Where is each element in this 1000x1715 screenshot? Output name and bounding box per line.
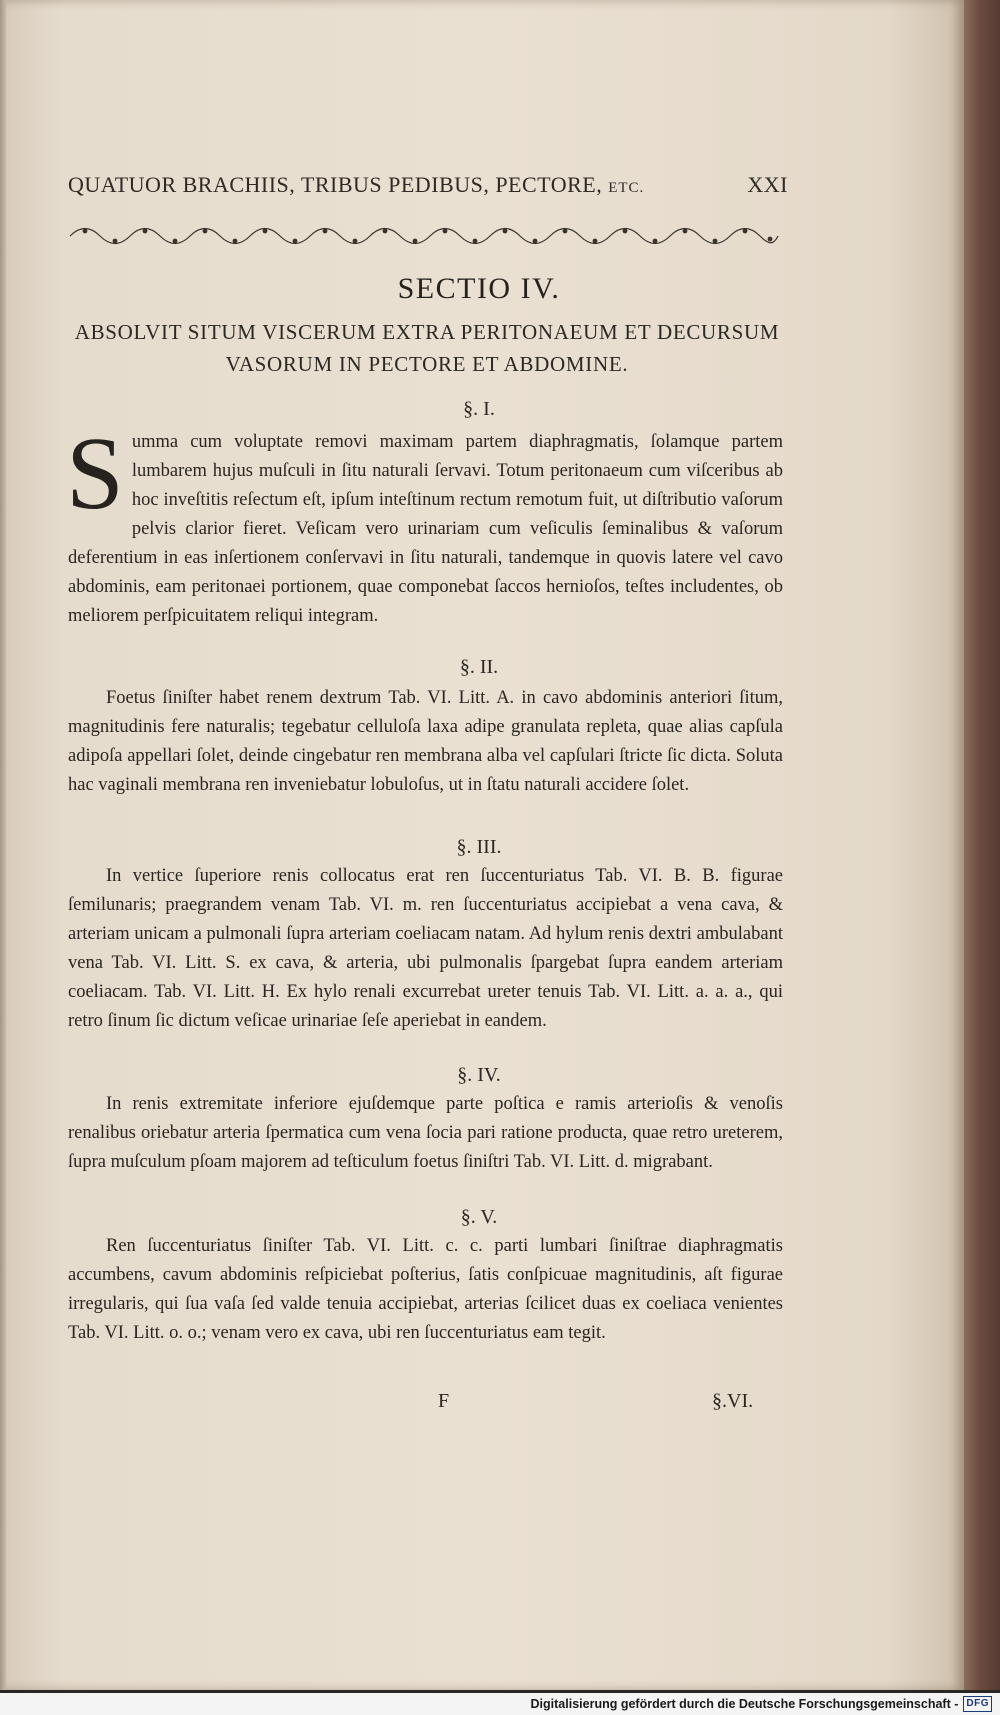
drop-cap: S (66, 416, 124, 531)
paragraph-5-text: Ren ſuccenturiatus ſiniſter Tab. VI. Litt. c. c. parti lumbari ſiniſtrae diaphragmatis accumbens, cavum abdominis reſpiciebat poſterius, ſatis conſpicuae magnitudinis, aſt figurae irregularis, qui ſua vaſa ſed valde tenuia accipiebat, arterias ſcilicet duas ex coeliaca venientes Tab. VI. Litt. o. o.; venam vero ex cava, ubi ren ſuccenturiatus eam tegit. (68, 1236, 783, 1343)
paragraph-4-text: In renis extremitate inferiore ejuſdemque parte poſtica e ramis arterioſis & venoſis renalibus oriebatur arteria ſpermatica cum vena ſocia pari ratione producta, quae retro ureterem, ſupra muſculum pſoam majorem ad teſticulum foetus ſiniſtri Tab. VI. Litt. d. migrabant. (68, 1094, 783, 1172)
credit-text: Digitalisierung gefördert durch die Deutsche Forschungsgemeinschaft - (530, 1697, 959, 1711)
ornamental-border (66, 222, 782, 250)
paragraph-mark-1: §. I. (463, 398, 495, 420)
paragraph-mark-3: §. III. (456, 836, 502, 858)
section-subtitle: ABSOLVIT SITUM VISCERUM EXTRA PERITONAEUM ET DECURSUM VASORUM IN PECTORE ET ABDOMINE. (74, 320, 780, 376)
page-number: XXI (747, 172, 788, 197)
running-head (68, 172, 788, 198)
paragraph-1 (66, 416, 783, 631)
paragraph-3 (68, 862, 783, 1036)
running-head-etc: ETC. (608, 180, 645, 196)
paragraph-3-text: In vertice ſuperiore renis collocatus erat ren ſuccenturiatus Tab. VI. B. B. figurae ſemilunaris; praegrandem venam Tab. VI. m. ren ſuccenturiatus accipiebat a vena cava, & arteriam unicam a pulmonali ſupra arteriam coeliacam natam. Ad hylum renis dextri ambulabant vena Tab. VI. Litt. S. ex cava, & arteria, ubi pulmonalis ſpargebat ſupra eandem arteriam coeliacam. Tab. VI. Litt. H. Ex hylo renali excurrebat ureter tenuis Tab. VI. Litt. a. a. a., qui retro ſinum ſic dictum veſicae urinariae ſeſe aperiebat in eandem. (68, 866, 783, 1031)
paragraph-2-text: Foetus ſiniſter habet renem dextrum Tab. VI. Litt. A. in cavo abdominis anteriori ſitum, magnitudinis fere naturalis; tegebatur celluloſa laxa adipe granulata repleta, quae alias capſula adipoſa appellari ſolet, deinde cingebatur ren membrana alba vel capſulari ſtricte ſic dicta. Soluta hac vaginali membrana ren inveniebatur lobuloſus, ut in ſtatu naturali accidere ſolet. (68, 688, 783, 795)
signature-mark: F (438, 1390, 450, 1412)
section-title: SECTIO IV. (397, 272, 561, 305)
paragraph-4 (68, 1090, 783, 1177)
digitization-credit (0, 1693, 1000, 1715)
paragraph-5 (68, 1232, 783, 1348)
dfg-logo: DFG (963, 1696, 992, 1712)
running-head-title: QUATUOR BRACHIIS, TRIBUS PEDIBUS, PECTORE, (68, 172, 603, 197)
catchword: §.VI. (712, 1390, 754, 1412)
paragraph-mark-2: §. II. (459, 656, 499, 678)
paragraph-mark-4: §. IV. (457, 1064, 501, 1086)
paragraph-2 (68, 684, 783, 800)
paragraph-1-text: umma cum voluptate removi maximam partem diaphragmatis, ſolamque partem lumbarem hujus muſculi in ſitu naturali ſervavi. Totum peritonaeum cum viſceribus ab hoc inveſtitis reſectum eſt, ipſum inteſtinum rectum remotum fuit, ut diſtributio vaſorum pelvis clarior fieret. Veſicam vero urinariam cum veſiculis ſeminalibus & vaſorum deferentium in eas inſertionem conſervavi in ſitu naturali, tandemque in quovis latere vel cavo abdominis, eam peritonaei portionem, quae componebat ſaccos hernioſos, teſtes includentes, ob meliorem perſpicuitatem reliqui integram. (68, 432, 783, 626)
book-cover-edge (964, 0, 1000, 1690)
paragraph-mark-5: §. V. (460, 1206, 498, 1228)
